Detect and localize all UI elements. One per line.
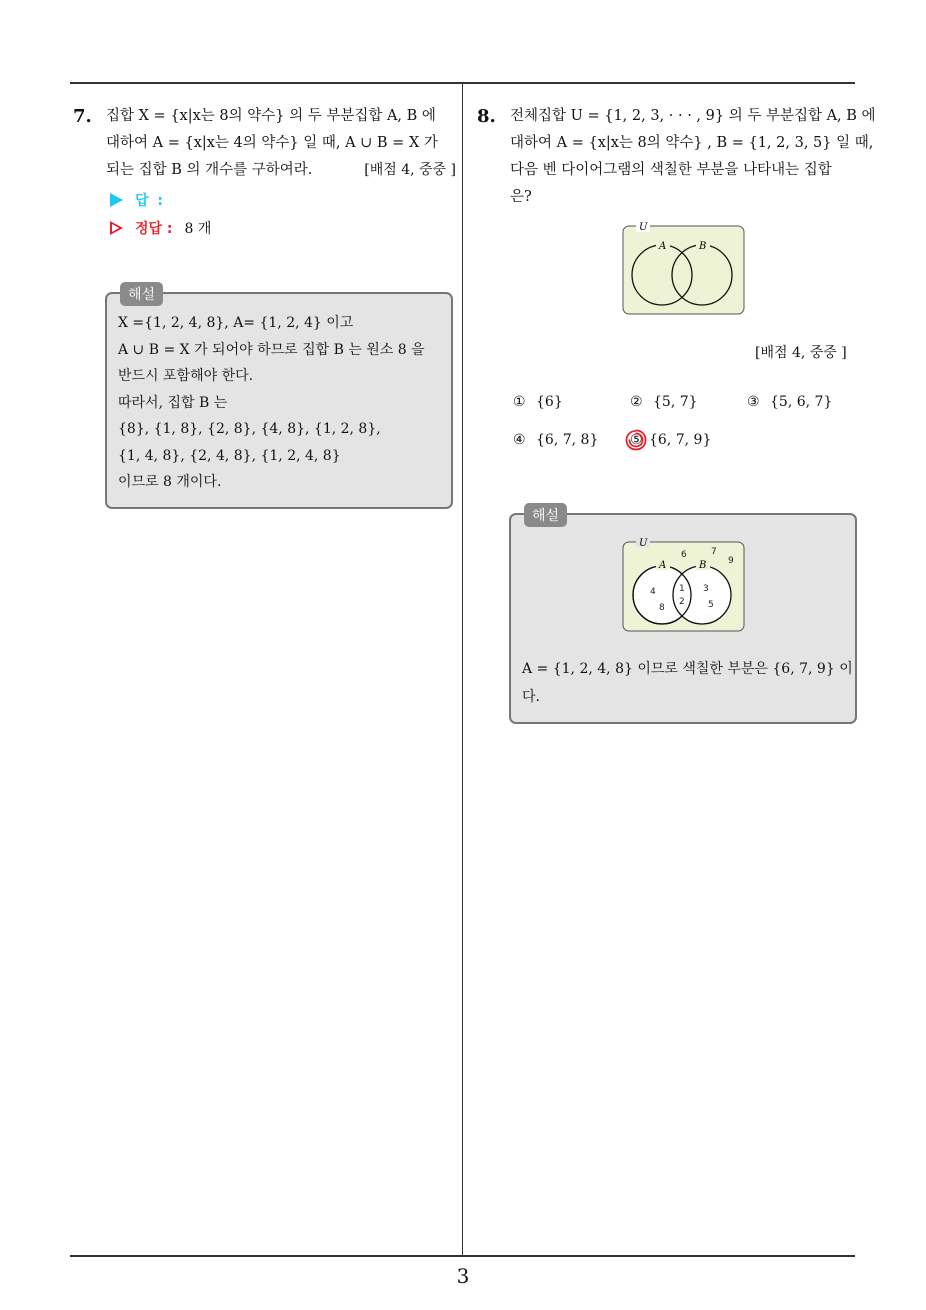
choice-4-text: {6, 7, 8} — [536, 432, 599, 448]
page-number: 3 — [456, 1264, 470, 1288]
choice-1-text: {6} — [536, 394, 563, 410]
venn-a-only-8: 8 — [659, 603, 665, 613]
venn-diagram — [622, 222, 746, 316]
choice-3-number: ③ — [747, 394, 760, 410]
solution-tab-8: 해설 — [524, 503, 567, 527]
question-8-score: [배점 4, 중중 ] — [755, 345, 847, 361]
choice-1-number: ① — [513, 394, 526, 410]
outline-triangle-icon — [110, 221, 123, 235]
question-7-line-3 — [106, 157, 456, 184]
solution-venn-label-b: B — [699, 560, 707, 571]
solution-venn-diagram — [622, 537, 746, 633]
question-8-line-4: 은? — [510, 189, 532, 205]
choice-4-number: ④ — [513, 432, 526, 448]
venn-a-only-4: 4 — [650, 587, 656, 597]
solution-7-line-6: {1, 4, 8}, {2, 4, 8}, {1, 2, 4, 8} — [118, 447, 341, 464]
choice-1[interactable] — [513, 394, 563, 410]
choice-5-number: ⑤ — [630, 432, 643, 448]
question-8-text — [510, 103, 876, 211]
venn-label-u: U — [639, 222, 648, 233]
venn-b-only-3: 3 — [703, 584, 709, 594]
question-8-line-1: 전체집합 U = {1, 2, 3, · · · , 9} 의 두 부분집합 A, B 에 — [510, 108, 876, 124]
choice-2-text: {5, 7} — [653, 394, 698, 410]
bottom-rule — [70, 1255, 855, 1257]
correct-answer-value: 8 개 — [184, 221, 212, 237]
choice-3[interactable] — [747, 394, 832, 410]
choice-2[interactable] — [630, 394, 698, 410]
solution-venn-label-a: A — [659, 560, 667, 571]
venn-label-b: B — [699, 241, 707, 252]
question-7-line-2: 대하여 A = {x|x는 4의 약수} 일 때, A ∪ B = X 가 — [106, 135, 438, 151]
question-8-line-3: 다음 벤 다이어그램의 색칠한 부분을 나타내는 집합 — [510, 162, 832, 178]
choice-5-text: {6, 7, 9} — [649, 432, 712, 448]
correct-answer-row — [110, 218, 211, 238]
venn-both-1: 1 — [679, 584, 685, 594]
choice-3-text: {5, 6, 7} — [770, 394, 833, 410]
solution-7-line-2: A ∪ B = X 가 되어야 하므로 집합 B 는 원소 8 을 — [118, 341, 425, 358]
question-8-line-2: 대하여 A = {x|x는 8의 약수} , B = {1, 2, 3, 5} 일 때, — [510, 135, 874, 151]
correct-answer-label: 정답 : — [135, 221, 173, 237]
answer-row — [110, 190, 165, 210]
venn-universe — [623, 226, 744, 314]
venn-label-a: A — [659, 241, 667, 252]
solution-7-text — [118, 310, 425, 496]
solution-tab-7: 해설 — [120, 282, 163, 306]
question-7-line-1: 집합 X = {x|x는 8의 약수} 의 두 부분집합 A, B 에 — [106, 108, 436, 124]
solution-7-line-4: 따라서, 집합 B 는 — [118, 394, 228, 411]
selected-answer-mark — [624, 428, 648, 452]
answer-label: 답 : — [135, 193, 165, 209]
triangle-icon — [110, 193, 123, 207]
solution-8-text — [522, 655, 853, 711]
venn-both-2: 2 — [679, 597, 685, 607]
question-7-score: [배점 4, 중중 ] — [364, 162, 456, 178]
question-7-text — [106, 103, 456, 184]
solution-venn-label-u: U — [639, 538, 648, 549]
column-divider — [462, 83, 463, 1257]
choice-4[interactable] — [513, 432, 598, 448]
question-7-number: 7. — [73, 106, 92, 127]
solution-7-line-1: X ={1, 2, 4, 8}, A= {1, 2, 4} 이고 — [118, 315, 354, 331]
question-8-number: 8. — [477, 106, 496, 127]
solution-7-line-3: 반드시 포함해야 한다. — [118, 368, 254, 384]
question-7-line-3-text: 되는 집합 B 의 개수를 구하여라. — [106, 162, 313, 178]
venn-outside-6: 6 — [681, 550, 687, 560]
venn-outside-7: 7 — [711, 547, 717, 557]
venn-outside-9: 9 — [728, 556, 734, 566]
solution-8-line-1: A = {1, 2, 4, 8} 이므로 색칠한 부분은 {6, 7, 9} 이 — [522, 661, 853, 677]
solution-8-line-2: 다. — [522, 689, 540, 705]
venn-b-only-5: 5 — [708, 600, 714, 610]
solution-7-line-5: {8}, {1, 8}, {2, 8}, {4, 8}, {1, 2, 8}, — [118, 421, 381, 437]
choice-2-number: ② — [630, 394, 643, 410]
solution-7-line-7: 이므로 8 개이다. — [118, 474, 222, 490]
